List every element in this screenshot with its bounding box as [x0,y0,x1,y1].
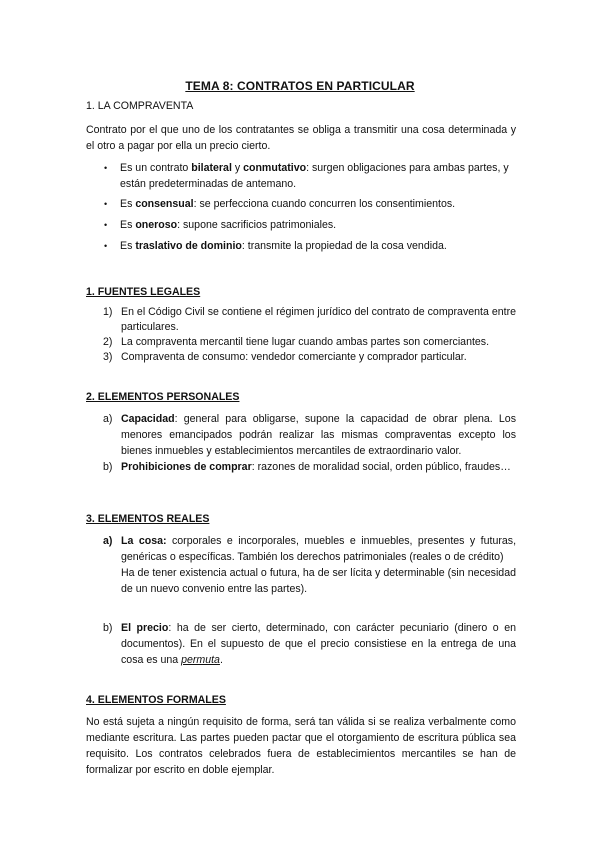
list-item: • Es un contrato bilateral y conmutativo: surgen obligaciones para ambas partes, y están predeterminadas de antemano. [104,162,509,190]
list-item: • Es traslativo de dominio: transmite la propiedad de la cosa vendida. [104,240,447,252]
section-heading-reales: 3. ELEMENTOS REALES [86,513,210,525]
list-item: 1) En el Código Civil se contiene el régimen jurídico del contrato de compraventa entre particulares. [103,306,516,333]
list-item: a) La cosa: corporales e incorporales, muebles e inmuebles, presentes y futuras, genéricas o específicas. También los derechos patrimoniales (reales o de crédito) Ha de tener existencia actual o futura, ha de ser lícita y determinable (sin necesidad de un nuevo convenio entre las partes). [103,535,517,595]
list-item: b) El precio: ha de ser cierto, determinado, con carácter pecuniario (dinero o en documentos). En el supuesto de que el precio consistiese en la entrega de una cosa es una permuta. [103,622,516,666]
list-item: 3) Compraventa de consumo: vendedor comerciante y comprador particular. [103,351,467,363]
permuta-link[interactable]: permuta [181,654,220,666]
section-heading-compraventa: 1. LA COMPRAVENTA [86,100,194,112]
list-item: a) Capacidad: general para obligarse, supone la capacidad de obrar plena. Los menores emancipados podrán realizar las mismas compraventas excepto los bienes inmuebles y establecimientos mercantiles de extraordinario valor. [103,413,516,457]
section-heading-personales: 2. ELEMENTOS PERSONALES [86,391,240,403]
list-item: b) Prohibiciones de comprar: razones de moralidad social, orden público, fraudes… [103,461,511,473]
list-item: • Es oneroso: supone sacrificios patrimoniales. [104,219,337,231]
bullet-icon: • [104,241,108,251]
bullet-icon: • [104,199,108,209]
section-heading-fuentes: 1. FUENTES LEGALES [86,286,201,298]
list-item: 2) La compraventa mercantil tiene lugar cuando ambas partes son comerciantes. [103,336,490,348]
list-item: • Es consensual: se perfecciona cuando concurren los consentimientos. [104,198,456,210]
formales-paragraph: No está sujeta a ningún requisito de forma, será tan válida si se realiza verbalmente como mediante escritura. Las partes pueden pactar que el otorgamiento de escritura pública sea requisito. Los contratos celebrados fuera de establecimientos mercantiles se han de formalizar por escrito en doble ejemplar. [86,716,516,776]
bullet-icon: • [104,220,108,230]
page-title: TEMA 8: CONTRATOS EN PARTICULAR [185,79,415,93]
bullet-icon: • [104,163,108,173]
intro-paragraph: Contrato por el que uno de los contratantes se obliga a transmitir una cosa determinada y el otro a pagar por ella un precio cierto. [86,124,516,152]
section-heading-formales: 4. ELEMENTOS FORMALES [86,694,226,706]
